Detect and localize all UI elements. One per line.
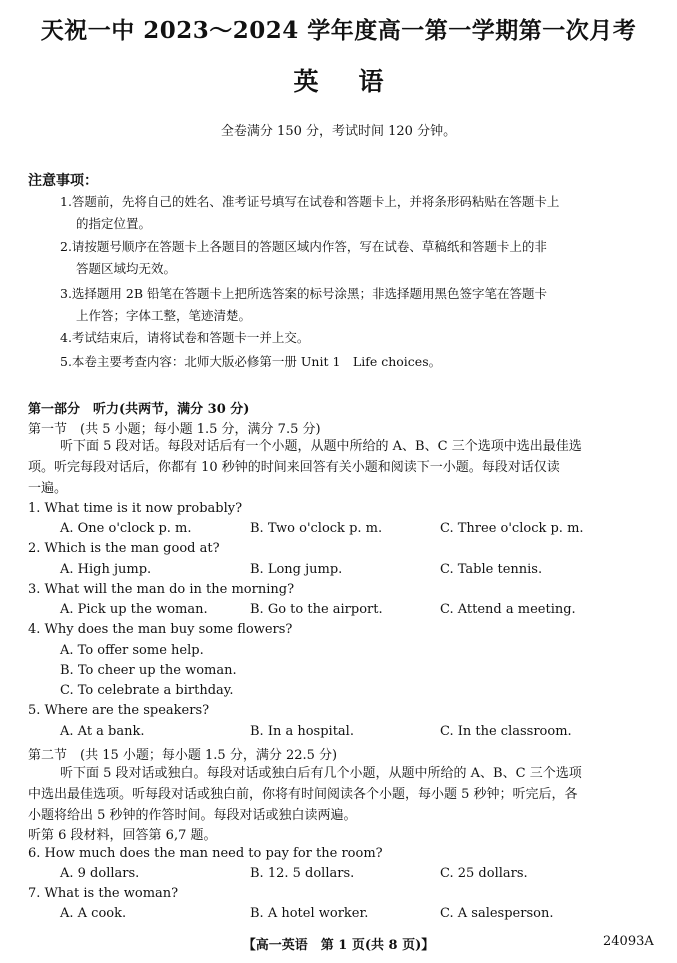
subject-title: 英语 [293, 67, 424, 96]
question-text: 3. What will the man do in the morning? [28, 582, 295, 597]
section1-heading: 第一节 (共 5 小题；每小题 1.5 分，满分 7.5 分) [28, 422, 321, 437]
option-b: B. Two o'clock p. m. [250, 521, 383, 536]
exam-info: 全卷满分 150 分，考试时间 120 分钟。 [220, 124, 457, 139]
part1-heading: 第一部分 听力(共两节，满分 30 分) [28, 402, 250, 417]
note-line: 4.考试结束后，请将试卷和答题卡一并上交。 [60, 330, 310, 345]
option-a: A. One o'clock p. m. [60, 521, 192, 536]
note-line: 答题区域均无效。 [76, 261, 177, 276]
section2-heading: 第二节 (共 15 小题；每小题 1.5 分，满分 22.5 分) [28, 748, 338, 763]
option-a: A. A cook. [60, 906, 127, 921]
question-text: 1. What time is it now probably? [28, 501, 243, 516]
question-text: 6. How much does the man need to pay for the room? [28, 846, 383, 861]
instruction-line: 项。听完每段对话后，你都有 10 秒钟的时间来回答有关小题和阅读下一小题。每段对话仅读 [28, 460, 560, 475]
option-b: B. To cheer up the woman. [60, 663, 237, 678]
option-a: A. To offer some help. [60, 643, 204, 658]
note-line: 上作答；字体工整，笔迹清楚。 [76, 308, 252, 323]
note-line: 3.选择题用 2B 铅笔在答题卡上把所选答案的标号涂黑；非选择题用黑色签字笔在答题卡 [60, 286, 548, 301]
option-a: A. 9 dollars. [60, 866, 140, 881]
option-a: A. At a bank. [60, 724, 145, 739]
page-footer: 【高一英语 第 1 页(共 8 页)】 [242, 938, 435, 953]
note-line: 的指定位置。 [76, 216, 152, 231]
option-a: A. High jump. [60, 562, 152, 577]
instruction-line: 听下面 5 段对话。每段对话后有一个小题，从题中所给的 A、B、C 三个选项中选出最佳选 [60, 439, 582, 454]
option-b: B. Go to the airport. [250, 602, 383, 617]
exam-code: 24093A [603, 934, 654, 949]
instruction-line: 一遍。 [28, 481, 68, 496]
option-c: C. Three o'clock p. m. [440, 521, 584, 536]
option-c: C. Attend a meeting. [440, 602, 576, 617]
note-line: 1.答题前，先将自己的姓名、准考证号填写在试卷和答题卡上，并将条形码粘贴在答题卡上 [60, 194, 560, 209]
instruction-line: 中选出最佳选项。听每段对话或独白前，你将有时间阅读各个小题，每小题 5 秒钟；听完后，各 [28, 787, 578, 802]
option-c: C. A salesperson. [440, 906, 554, 921]
option-b: B. 12. 5 dollars. [250, 866, 355, 881]
question-text: 4. Why does the man buy some flowers? [28, 622, 293, 637]
note-line: 2.请按题号顺序在答题卡上各题目的答题区域内作答，写在试卷、草稿纸和答题卡上的非 [60, 239, 547, 254]
material-note: 听第 6 段材料，回答第 6,7 题。 [28, 828, 217, 843]
option-c: C. 25 dollars. [440, 866, 528, 881]
option-c: C. In the classroom. [440, 724, 572, 739]
instruction-line: 听下面 5 段对话或独白。每段对话或独白后有几个小题，从题中所给的 A、B、C 三个选项 [60, 766, 582, 781]
notes-heading: 注意事项： [28, 173, 98, 189]
option-b: B. A hotel worker. [250, 906, 369, 921]
option-b: B. In a hospital. [250, 724, 354, 739]
instruction-line: 小题将给出 5 秒钟的作答时间。每段对话或独白读两遍。 [28, 808, 357, 823]
note-line: 5.本卷主要考查内容：北师大版必修第一册 Unit 1 Life choices。 [60, 354, 442, 369]
option-c: C. Table tennis. [440, 562, 543, 577]
exam-title: 天祝一中 2023～2024 学年度高一第一学期第一次月考 [40, 17, 637, 44]
question-text: 5. Where are the speakers? [28, 703, 210, 718]
option-c: C. To celebrate a birthday. [60, 683, 234, 698]
question-text: 7. What is the woman? [28, 886, 179, 901]
question-text: 2. Which is the man good at? [28, 541, 220, 556]
option-b: B. Long jump. [250, 562, 343, 577]
option-a: A. Pick up the woman. [60, 602, 208, 617]
